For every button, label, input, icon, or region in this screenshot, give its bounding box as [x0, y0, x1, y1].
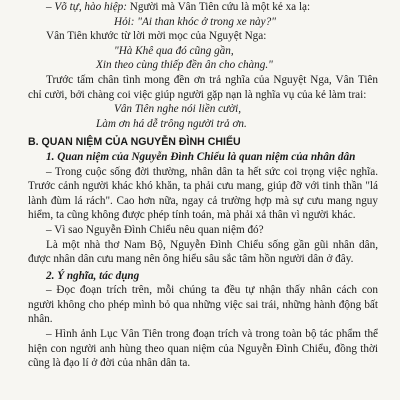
subsection-heading: 1. Quan niệm của Nguyễn Đình Chiểu là quan niệm của nhân dân [46, 150, 356, 163]
section-heading: B. QUAN NIỆM CỦA NGUYỄN ĐÌNH CHIỂU [28, 136, 241, 149]
trait-line [28, 0, 378, 15]
quote-line: Làm ơn há dễ trông người trả ơn. [96, 117, 247, 130]
body-paragraph: – Hình ảnh Lục Vân Tiên trong đoạn trích và trong toàn bộ tác phẩm thể hiện con người anh hùng theo quan niệm của Nguyễn Đình Chiểu, đồng thời cũng là đạo lí ở đời của nhân dân ta. [28, 328, 378, 370]
body-paragraph: Là một nhà thơ Nam Bộ, Nguyễn Đình Chiểu sống gần gũi nhân dân, được nhân dân cưu mang nên ông hiểu sâu sắc tâm hồn người dân ở đây. [28, 238, 378, 266]
trait-label: – Võ tự, hào hiệp: [46, 1, 130, 13]
quote-line: Vân Tiên nghe nói liền cười, [114, 103, 242, 116]
body-line: Vân Tiên khước từ lời mời mọc của Nguyệt Nga: [46, 30, 267, 43]
subsection-heading: 2. Ý nghĩa, tác dụng [46, 269, 140, 282]
body-paragraph: – Đọc đoạn trích trên, mỗi chúng ta đều tự nhận thấy nhân cách con người không cho phép mình bỏ qua những việc sai trái, những hành động bất nhân. [28, 284, 378, 326]
quote-line: "Hà Khê qua đó cũng gần, [114, 44, 234, 57]
quote-line: Hỏi: "Ai than khóc ở trong xe này?" [114, 15, 276, 28]
quote-line: Xin theo cùng thiếp đền ân cho chàng." [96, 59, 273, 72]
question-line: – Vì sao Nguyễn Đình Chiểu nêu quan niệm đó? [46, 223, 264, 236]
trait-text: Người mà Vân Tiên cứu là một kẻ xa lạ: [129, 1, 311, 13]
body-paragraph: Trước tấm chân tình mong đền ơn trả nghĩa của Nguyệt Nga, Vân Tiên chỉ cười, bởi chàng coi việc giúp người gặp nạn là nghĩa vụ của kẻ làm trai: [28, 73, 378, 101]
body-paragraph: – Trong cuộc sống đời thường, nhân dân ta hết sức coi trọng việc nghĩa. Trước cảnh người khác khó khăn, ta phải cưu mang, giúp đỡ với tinh thần "lá lành đùm lá rách". Cao hơn nữa, ngay cả trường hợp mà sự cưu mang nguy hiểm, ta cũng không được phép tính toán, mà phải xả thân vì người khác. [28, 165, 378, 222]
